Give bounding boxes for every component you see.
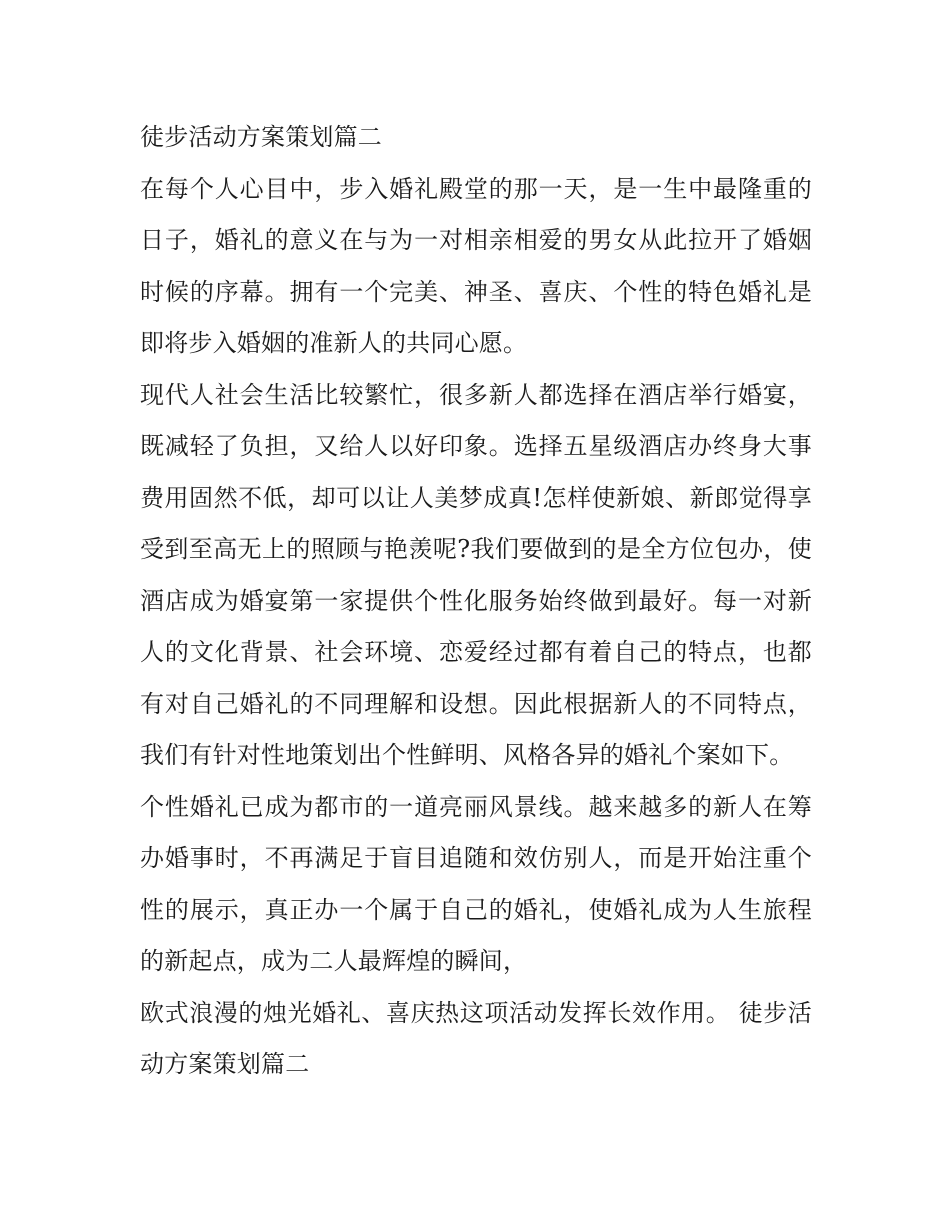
paragraph-2: 现代人社会生活比较繁忙，很多新人都选择在酒店举行婚宴，既减轻了负担，又给人以好印象。选择五星级酒店办终身大事费用固然不低，却可以让人美梦成真!怎样使新娘、新郎觉得享受到至高无上的照顾与艳羡呢?我们要做到的是全方位包办，使酒店成为婚宴第一家提供个性化服务始终做到最好。每一对新人的文化背景、社会环境、恋爱经过都有着自己的特点，也都有对自己婚礼的不同理解和设想。因此根据新人的不同特点，我们有针对性地策划出个性鲜明、风格各异的婚礼个案如下。 — [140, 380, 812, 769]
paragraph-4: 欧式浪漫的烛光婚礼、喜庆热这项活动发挥长效作用。 徒步活动方案策划篇二 — [140, 998, 812, 1078]
document-body — [140, 112, 812, 1091]
document-title: 徒步活动方案策划篇二 — [140, 123, 382, 151]
paragraph-3: 个性婚礼已成为都市的一道亮丽风景线。越来越多的新人在筹办婚事时，不再满足于盲目追随和效仿别人，而是开始注重个性的展示，真正办一个属于自己的婚礼，使婚礼成为人生旅程的新起点，成为二人最辉煌的瞬间， — [140, 792, 812, 975]
paragraph-1: 在每个人心目中，步入婚礼殿堂的那一天，是一生中最隆重的日子，婚礼的意义在与为一对相亲相爱的男女从此拉开了婚姻时候的序幕。拥有一个完美、神圣、喜庆、个性的特色婚礼是即将步入婚姻的准新人的共同心愿。 — [140, 174, 812, 357]
